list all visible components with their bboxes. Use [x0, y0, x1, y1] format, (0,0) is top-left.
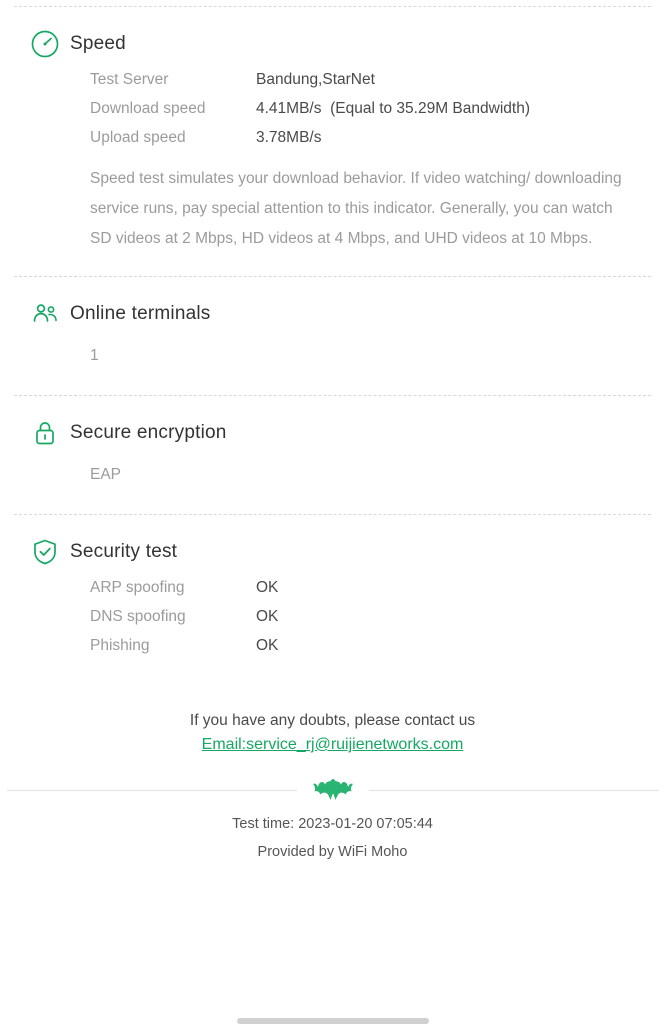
section-security-test-title: Security test [70, 541, 178, 562]
speedometer-icon [14, 29, 70, 59]
section-speed-title: Speed [70, 33, 126, 54]
row-upload-speed [90, 129, 641, 147]
brand-logo-row [0, 778, 665, 802]
logo-rule-left [7, 790, 297, 791]
logo-rule-right [369, 790, 659, 791]
speed-test-report-page [0, 6, 665, 1030]
label-test-server: Test Server [90, 71, 169, 88]
row-arp-spoofing [90, 579, 641, 597]
section-security-test-header [14, 515, 651, 573]
contact-text: If you have any doubts, please contact us [189, 712, 476, 729]
row-download-speed [90, 100, 641, 118]
value-test-server: Bandung,StarNet [256, 71, 375, 88]
shield-check-icon [14, 537, 70, 567]
value-dns-spoofing: OK [256, 608, 279, 625]
section-speed-header [14, 7, 651, 65]
label-upload-speed: Upload speed [90, 129, 186, 146]
section-online-terminals-title: Online terminals [70, 303, 211, 324]
section-secure-encryption [0, 396, 665, 514]
secure-encryption-value: EAP [90, 466, 122, 483]
speed-details [14, 65, 651, 147]
label-download-speed: Download speed [90, 100, 206, 117]
label-arp-spoofing: ARP spoofing [90, 579, 185, 596]
online-terminals-count: 1 [90, 347, 99, 364]
users-icon [14, 299, 70, 329]
section-online-terminals-header [14, 277, 651, 335]
value-upload-speed: 3.78MB/s [256, 129, 322, 146]
label-dns-spoofing: DNS spoofing [90, 608, 186, 625]
section-secure-encryption-title: Secure encryption [70, 422, 227, 443]
speed-note: Speed test simulates your download behavior. If video watching/ downloading service runs, pay special attention to this indicator. Generally, you can watch SD videos at 2 Mbps, HD videos at 4 Mbps, and UHD videos at 10 Mbps. [90, 170, 622, 247]
security-test-details [14, 573, 651, 655]
footer [0, 684, 665, 860]
home-indicator [237, 1018, 429, 1024]
test-time: Test time: 2023-01-20 07:05:44 [232, 816, 433, 832]
value-phishing: OK [256, 637, 279, 654]
row-phishing [90, 637, 641, 655]
label-phishing: Phishing [90, 637, 150, 654]
row-test-server [90, 71, 641, 89]
section-security-test [0, 515, 665, 684]
bat-logo-icon [311, 778, 355, 802]
support-email-link[interactable]: Email:service_rj@ruijienetworks.com [201, 736, 464, 753]
value-arp-spoofing: OK [256, 579, 279, 596]
value-download-speed: 4.41MB/s (Equal to 35.29M Bandwidth) [256, 100, 530, 117]
section-secure-encryption-header [14, 396, 651, 454]
provider: Provided by WiFi Moho [257, 844, 408, 860]
lock-icon [14, 418, 70, 448]
section-speed [0, 7, 665, 276]
section-online-terminals [0, 277, 665, 395]
row-dns-spoofing [90, 608, 641, 626]
